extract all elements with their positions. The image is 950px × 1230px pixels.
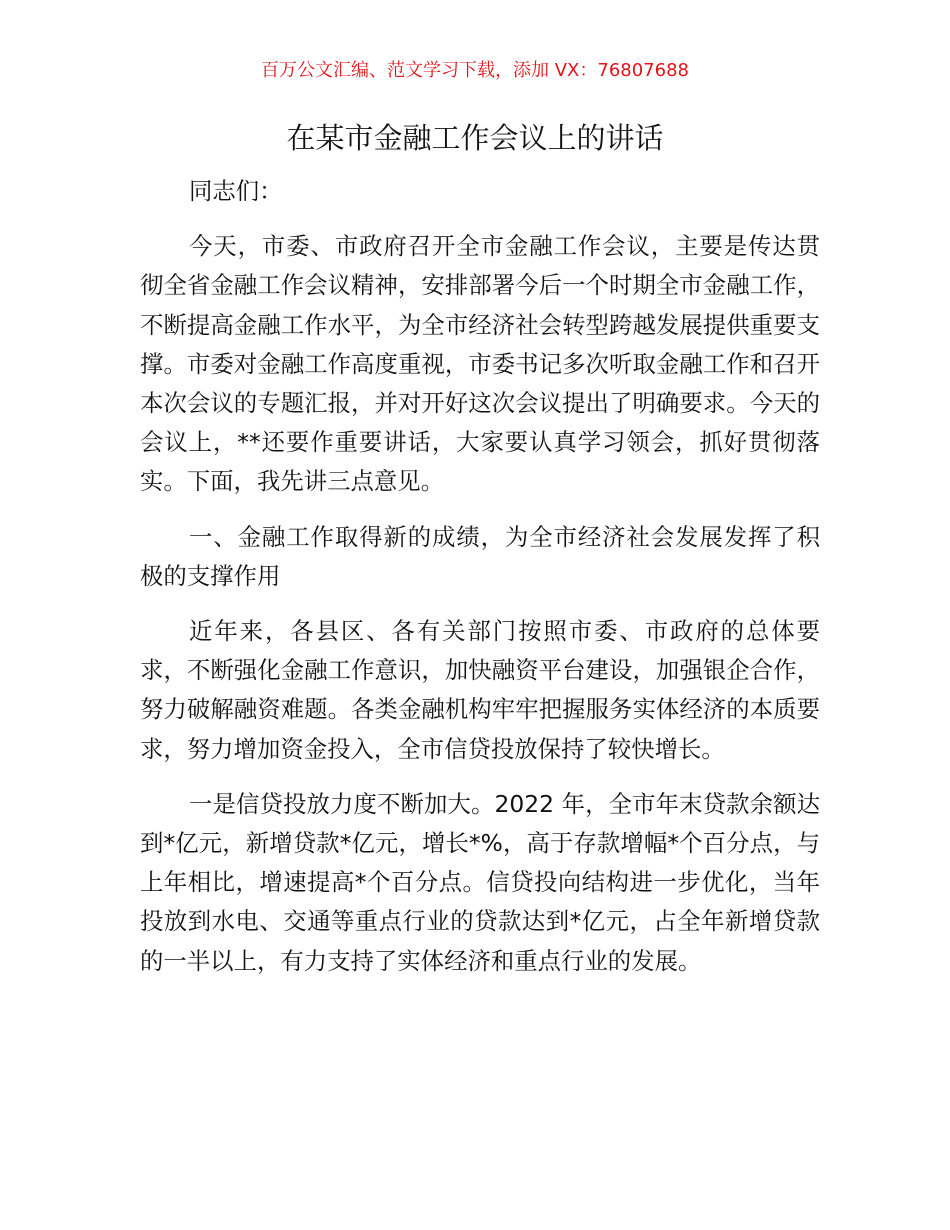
paragraph-intro: 今天，市委、市政府召开全市金融工作会议，主要是传达贯彻全省金融工作会议精神，安排部署今后一个时期全市金融工作，不断提高金融工作水平，为全市经济社会转型跨越发展提供重要支撑。市委对金融工作高度重视，市委书记多次听取金融工作和召开本次会议的专题汇报，并对开好这次会议提出了明确要求。今天的会议上，**还要作重要讲话，大家要认真学习领会，抓好贯彻落实。下面，我先讲三点意见。	[140, 232, 820, 496]
document-body	[140, 172, 820, 997]
header-promo-note: 百万公文汇编、范文学习下载，添加 VX：76807688	[261, 60, 689, 81]
paragraph-recent-years: 近年来，各县区、各有关部门按照市委、市政府的总体要求，不断强化金融工作意识，加快融资平台建设，加强银企合作，努力破解融资难题。各类金融机构牢牢把握服务实体经济的本质要求，努力增加资金投入，全市信贷投放保持了较快增长。	[140, 617, 820, 763]
paragraph-credit-growth: 一是信贷投放力度不断加大。2022 年，全市年末贷款余额达到*亿元，新增贷款*亿元，增长*%，高于存款增幅*个百分点，与上年相比，增速提高*个百分点。信贷投向结构进一步优化，当年投放到水电、交通等重点行业的贷款达到*亿元，占全年新增贷款的一半以上，有力支持了实体经济和重点行业的发展。	[140, 789, 820, 975]
section-heading-1: 一、金融工作取得新的成绩，为全市经济社会发展发挥了积极的支撑作用	[140, 522, 820, 590]
document-title: 在某市金融工作会议上的讲话	[286, 121, 664, 155]
greeting-line: 同志们：	[189, 177, 283, 205]
